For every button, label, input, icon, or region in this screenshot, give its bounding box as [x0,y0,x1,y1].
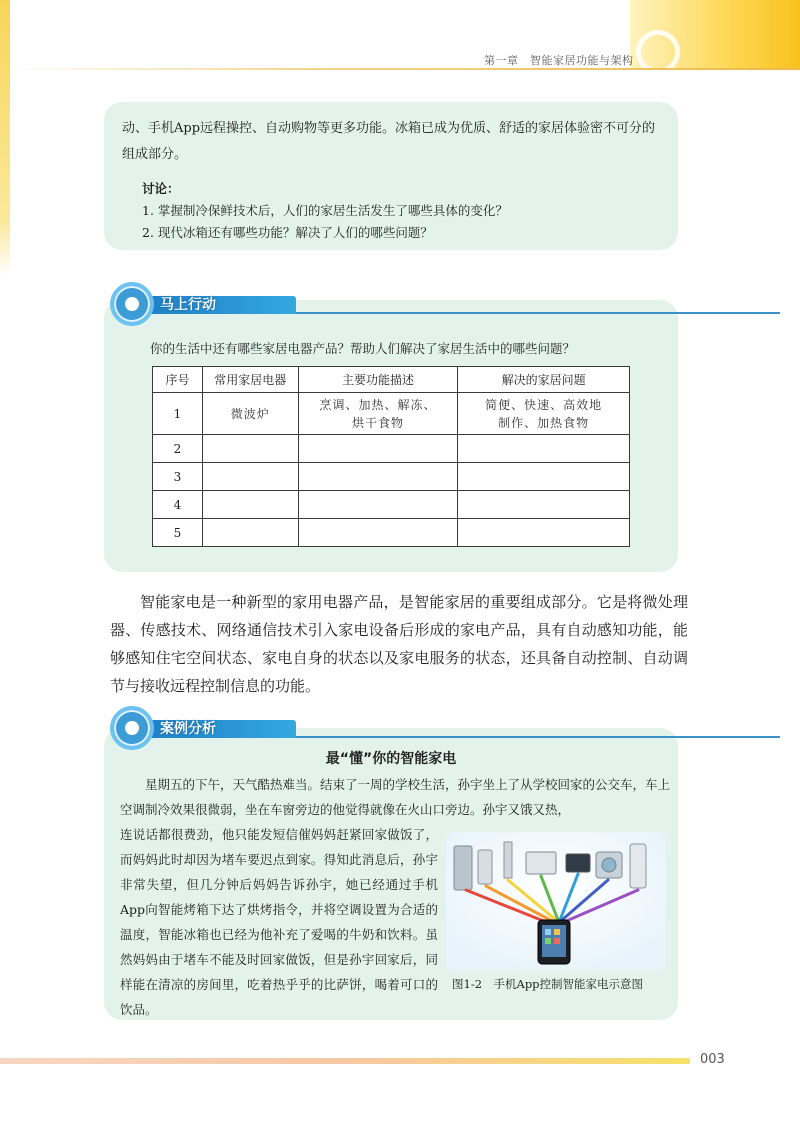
table-row [153,519,630,547]
table-cell: 5 [153,519,203,547]
gear-icon [110,706,154,750]
table-header: 解决的家居问题 [458,367,630,393]
main-paragraph: 智能家电是一种新型的家用电器产品，是智能家居的重要组成部分。它是将微处理器、传感技术、网络通信技术引入家电设备后形成的家电产品，具有自动感知功能，能够感知住宅空间状态、家电自身的状态以及家电服务的状态，还具备自动控制、自动调节与接收远程控制信息的功能。 [110,593,688,695]
table-row [153,491,630,519]
table-cell[interactable] [202,519,298,547]
action-prompt: 你的生活中还有哪些家居电器产品？帮助人们解决了家居生活中的哪些问题？ [150,341,576,356]
intro-box [104,102,678,250]
table-cell[interactable] [202,463,298,491]
table-cell[interactable] [202,491,298,519]
table-header: 主要功能描述 [298,367,458,393]
appliance-illustration [446,832,666,970]
intro-text: 动、手机App远程操控、自动购物等更多功能。冰箱已成为优质、舒适的家居体验密不可分的组成部分。 [122,121,656,162]
table-row [153,463,630,491]
chapter-header: 第一章 智能家居功能与架构 [484,54,634,67]
case-banner [110,706,670,750]
fan-icon [504,842,512,878]
table-cell[interactable] [458,463,630,491]
table-cell[interactable] [202,435,298,463]
gear-icon [110,282,154,326]
table-cell [458,393,630,435]
page-number: 003 [700,1052,725,1067]
cell-line: 简便、快速、高效地 [485,397,603,412]
fridge-icon [454,846,472,890]
discussion-question: 2. 现代冰箱还有哪些功能？解决了人们的哪些问题？ [142,225,433,240]
case-section-title: 案例分析 [160,721,216,737]
left-margin-stripe [0,0,10,275]
appliance-table [152,366,630,547]
table-cell[interactable] [298,519,458,547]
table-cell: 3 [153,463,203,491]
table-cell[interactable] [298,463,458,491]
tv-icon [566,854,590,872]
banner-underline [240,312,780,314]
action-banner [110,282,670,326]
table-header: 序号 [153,367,203,393]
microwave-icon [526,852,556,874]
case-paragraph-side: 连说话都很费劲，他只能发短信催妈妈赶紧回家做饭了，而妈妈此时却因为堵车要迟点到家。得知此消息后，孙宇非常失望，但几分钟后妈妈告诉孙宇，她已经通过手机App向智能烤箱下达了烘烤指令，并将空调设置为合适的温度，智能冰箱也已经为他补充了爱喝的牛奶和饮料。虽然妈妈由于堵车不能及时回家做饭，但是孙宇回家后，同样能在清凉的房间里，吃着热乎乎的比萨饼，喝着可口的饮品。 [120,827,438,1017]
table-cell[interactable] [458,491,630,519]
table-header: 常用家居电器 [202,367,298,393]
table-cell[interactable] [298,491,458,519]
discussion-title: 讨论： [142,181,180,196]
table-header-row [153,367,630,393]
table-cell: 4 [153,491,203,519]
case-paragraph: 星期五的下午，天气酷热难当。结束了一周的学校生活，孙宇坐上了从学校回家的公交车，车上空调制冷效果很微弱，坐在车窗旁边的他觉得就像在火山口旁边。孙宇又饿又热， [120,777,671,817]
table-row [153,435,630,463]
table-cell[interactable] [458,435,630,463]
table-cell [298,393,458,435]
case-title: 最“懂”你的智能家电 [325,751,457,767]
cell-line: 制作、加热食物 [498,415,590,430]
table-row [153,393,630,435]
cell-line: 烹调、加热、解冻、 [319,397,437,412]
discussion-question: 1. 掌握制冷保鲜技术后，人们的家居生活发生了哪些具体的变化？ [142,203,508,218]
smart-appliance-figure [446,832,666,970]
header-rule [0,68,800,70]
smartphone-icon [538,920,570,964]
water-dispenser-icon [478,850,492,884]
footer-rule [0,1058,690,1064]
air-conditioner-icon [630,844,646,888]
figure-caption: 图1-2 手机App控制智能家电示意图 [452,977,644,991]
action-title: 马上行动 [160,297,216,313]
table-cell[interactable] [298,435,458,463]
cell-line: 烘干食物 [352,415,405,430]
table-cell: 1 [153,393,203,435]
table-cell[interactable] [458,519,630,547]
banner-underline [240,736,780,738]
table-cell: 2 [153,435,203,463]
table-cell: 微波炉 [202,393,298,435]
